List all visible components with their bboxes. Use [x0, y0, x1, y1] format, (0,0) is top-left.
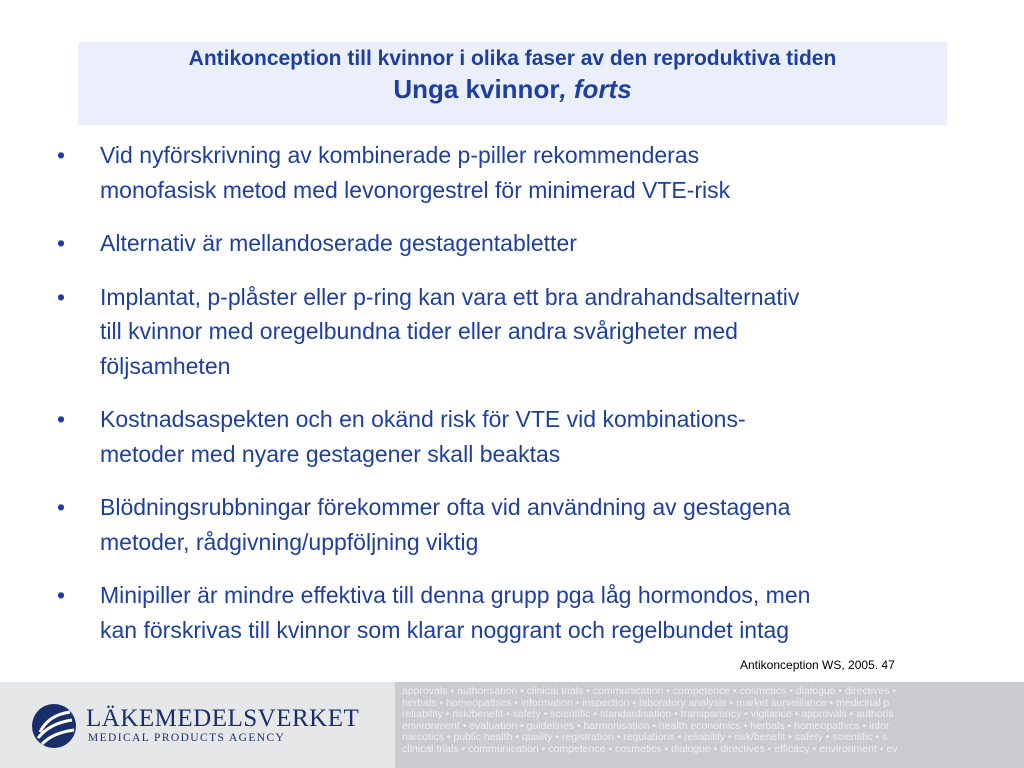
bullet-icon: •: [57, 142, 66, 168]
logo-subtitle: MEDICAL PRODUCTS AGENCY: [88, 732, 286, 744]
bullet-icon: •: [57, 494, 66, 520]
watermark-line: clinical trials • communication • competence • cosmetics • dialogue • directives • efficacy • environment • ev: [402, 742, 898, 755]
agency-emblem-icon: [30, 702, 78, 750]
bullet-icon: •: [57, 283, 66, 310]
watermark-line: herbals • homeopathics • information • inspection • laboratory analysis • market surveillance • medicinal p: [402, 696, 890, 709]
bullet-item: [57, 226, 997, 261]
bullet-text-line: Minipiller är mindre effektiva till denna grupp pga låg hormondos, men: [100, 582, 811, 608]
bullet-icon: •: [57, 582, 66, 608]
bullet-text-line: metoder med nyare gestagener skall beaktas: [100, 440, 561, 467]
logo: [0, 682, 395, 768]
footer-bar: [0, 682, 1024, 768]
bullet-item: [57, 490, 997, 559]
bullet-item: [57, 578, 997, 647]
bullet-icon: •: [57, 230, 66, 256]
bullet-text-line: Alternativ är mellandoserade gestagentabletter: [100, 230, 577, 256]
watermark-line: narcotics • public health • quality • registration • regulations • reliability • risk/benefit • safety • scientific • s: [402, 731, 888, 744]
subtitle-main: Unga kvinnor: [393, 74, 560, 104]
bullet-text-line: kan förskrivas till kvinnor som klarar noggrant och regelbundet intag: [100, 616, 790, 643]
bullet-list: [57, 138, 997, 666]
bullet-text-line: metoder, rådgivning/uppföljning viktig: [100, 528, 479, 555]
watermark-line: approvals • authorisation • clinical trials • communication • competence • cosmetics • dialogue • directives •: [402, 685, 896, 697]
bullet-item: [57, 138, 997, 207]
citation: Antikonception WS, 2005. 47: [740, 658, 895, 672]
bullet-text-line: följsamheten: [100, 352, 231, 379]
bullet-text-line: Kostnadsaspekten och en okänd risk för VTE vid kombinations-: [100, 406, 746, 432]
bullet-icon: •: [57, 406, 66, 432]
bullet-item: [57, 402, 997, 471]
bullet-text-line: Implantat, p-plåster eller p-ring kan vara ett bra andrahandsalternativ: [100, 283, 800, 310]
bullet-item: [57, 280, 997, 384]
watermark-line: environment • evaluation • guidelines • harmonisation • health economics • herbals • homeopathics • infor: [402, 719, 890, 732]
watermark-line: reliability • risk/benefit • safety • scientific • standardisation • transparency • vigilance • approvals • authoris: [402, 708, 894, 721]
logo-name: LÄKEMEDELSVERKET: [86, 705, 360, 732]
bullet-text-line: till kvinnor med oregelbundna tider eller andra svårigheter med: [100, 318, 738, 344]
slide-subtitle: [78, 74, 947, 105]
bullet-text-line: monofasisk metod med levonorgestrel för minimerad VTE-risk: [100, 176, 731, 203]
bullet-text-line: Blödningsrubbningar förekommer ofta vid användning av gestagena: [100, 494, 791, 520]
title-box: [78, 42, 947, 125]
subtitle-italic: , forts: [559, 74, 632, 104]
bullet-text-line: Vid nyförskrivning av kombinerade p-piller rekommenderas: [100, 142, 700, 168]
slide-title: Antikonception till kvinnor i olika faser av den reproduktiva tiden: [188, 47, 837, 70]
footer-watermark-text: [402, 686, 1024, 756]
